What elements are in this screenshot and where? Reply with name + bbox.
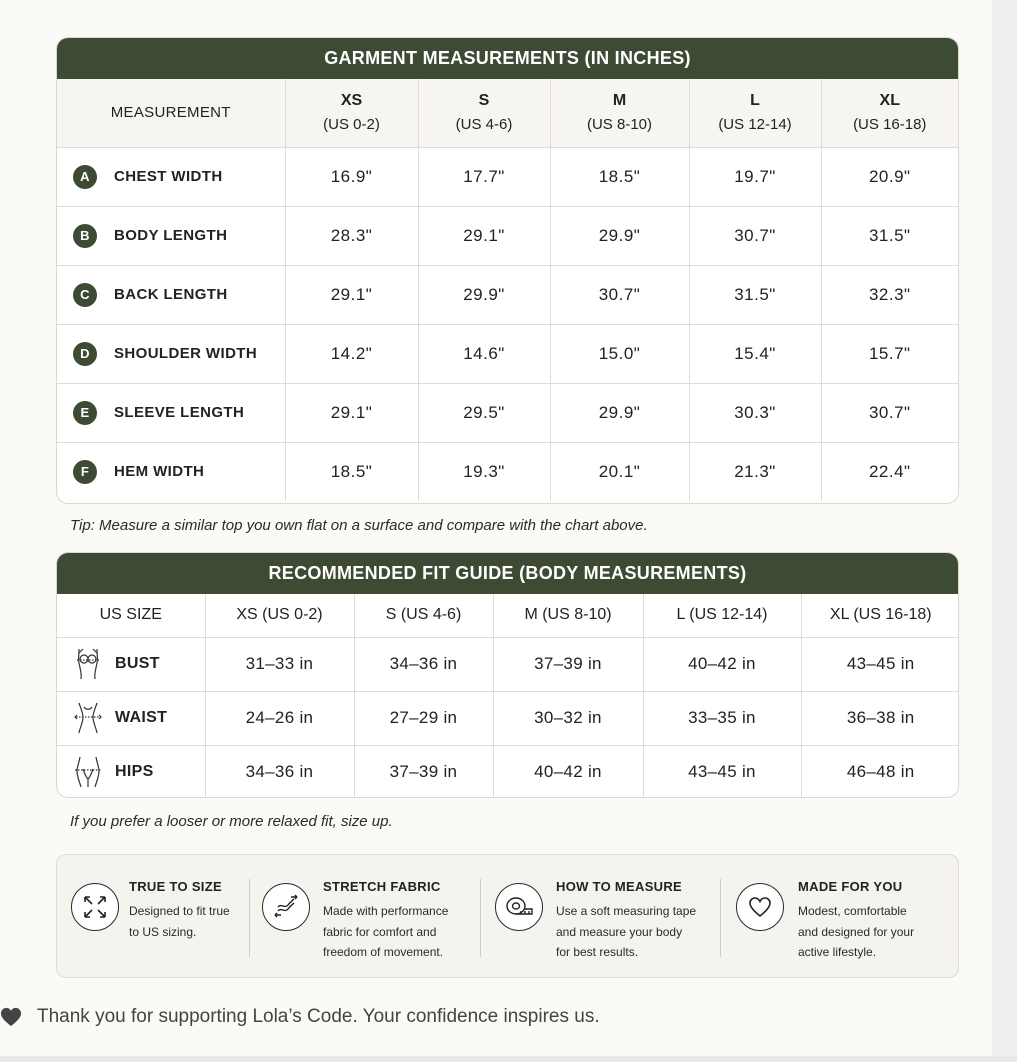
table-cell: 18.5": [550, 147, 689, 206]
table-row: [57, 637, 959, 691]
table-cell: 29.9": [550, 383, 689, 442]
row-label: D SHOULDER WIDTH: [57, 324, 285, 383]
table-row: [57, 442, 958, 501]
letter-d-icon: D: [73, 342, 97, 366]
thank-you-footer: [0, 1004, 600, 1030]
letter-a-icon: A: [73, 165, 97, 189]
garment-table-title: GARMENT MEASUREMENTS (IN INCHES): [57, 38, 958, 79]
row-label: BUST: [57, 637, 205, 691]
waist-figure-icon: [73, 701, 103, 735]
fit-size-header: M (US 8-10): [493, 594, 643, 637]
table-cell: 14.2": [285, 324, 418, 383]
measure-tip: Tip: Measure a similar top you own flat on a surface and compare with the chart above.: [70, 517, 648, 534]
table-cell: 24–26 in: [205, 691, 354, 745]
features-panel: [56, 854, 959, 978]
table-cell: 31–33 in: [205, 637, 354, 691]
row-label: E SLEEVE LENGTH: [57, 383, 285, 442]
table-row: [57, 147, 958, 206]
table-cell: 19.3": [418, 442, 550, 501]
table-cell: 36–38 in: [801, 691, 959, 745]
measurement-header: MEASUREMENT: [57, 79, 285, 147]
table-cell: 15.4": [689, 324, 821, 383]
letter-f-icon: F: [73, 460, 97, 484]
fit-size-header: XL (US 16-18): [801, 594, 959, 637]
feature-true-to-size: [71, 855, 251, 977]
feature-divider: [249, 879, 250, 957]
feature-description: Use a soft measuring tape and measure your body for best results.: [556, 904, 697, 959]
size-header-l: L (US 12-14): [689, 79, 821, 147]
size-header-xs: XS (US 0-2): [285, 79, 418, 147]
table-cell: 43–45 in: [643, 745, 801, 798]
letter-e-icon: E: [73, 401, 97, 425]
feature-made-for-you: [736, 855, 946, 977]
table-cell: 40–42 in: [493, 745, 643, 798]
fit-table-title: RECOMMENDED FIT GUIDE (BODY MEASUREMENTS): [57, 553, 958, 594]
table-cell: 22.4": [868, 461, 911, 481]
feature-description: Modest, comfortable and designed for your active lifestyle.: [798, 904, 915, 959]
table-cell: 15.0": [550, 324, 689, 383]
table-cell: 46–48 in: [846, 762, 915, 782]
arrows-expand-icon: [71, 883, 119, 931]
hips-figure-icon: [73, 755, 103, 789]
feature-description: Made with performance fabric for comfort and freedom of movement.: [323, 904, 449, 959]
feature-description: Designed to fit true to US sizing.: [129, 904, 230, 939]
feature-how-to-measure: [495, 855, 720, 977]
table-cell: 19.7": [689, 147, 821, 206]
table-cell: 30.7": [821, 383, 958, 442]
table-cell: 18.5": [285, 442, 418, 501]
table-cell: 30–32 in: [493, 691, 643, 745]
table-row: [57, 691, 959, 745]
bust-figure-icon: [73, 647, 103, 681]
row-label: C BACK LENGTH: [57, 265, 285, 324]
table-cell: 29.9": [550, 206, 689, 265]
measuring-tape-icon: [495, 883, 543, 931]
table-cell: 28.3": [285, 206, 418, 265]
table-cell: 31.5": [689, 265, 821, 324]
table-cell: 29.9": [418, 265, 550, 324]
fit-guide-table: [56, 552, 959, 798]
feature-title: MADE FOR YOU: [798, 879, 903, 894]
table-cell: 29.5": [418, 383, 550, 442]
row-label: A CHEST WIDTH: [57, 147, 285, 206]
row-label: B BODY LENGTH: [57, 206, 285, 265]
table-cell: 30.7": [689, 206, 821, 265]
heart-outline-icon: [736, 883, 784, 931]
size-header-xl: XL (US 16-18): [821, 79, 958, 147]
table-cell: 30.7": [550, 265, 689, 324]
size-up-tip: If you prefer a looser or more relaxed fit, size up.: [70, 813, 393, 830]
us-size-header: US SIZE: [57, 594, 205, 637]
feature-stretch-fabric: [262, 855, 482, 977]
table-cell: 34–36 in: [205, 745, 354, 798]
table-cell: 33–35 in: [643, 691, 801, 745]
table-cell: 32.3": [821, 265, 958, 324]
table-cell: 16.9": [285, 147, 418, 206]
table-cell: 21.3": [689, 442, 821, 501]
row-label: F HEM WIDTH: [57, 442, 285, 501]
table-cell: 31.5": [821, 206, 958, 265]
table-cell: 30.3": [689, 383, 821, 442]
size-header-m: M (US 8-10): [550, 79, 689, 147]
heart-icon: [0, 1007, 22, 1027]
table-cell: 34–36 in: [354, 637, 493, 691]
scrollbar-track: [992, 0, 1017, 1062]
feature-title: TRUE TO SIZE: [129, 879, 222, 894]
table-cell: 14.6": [418, 324, 550, 383]
feature-divider: [720, 879, 721, 957]
feature-title: HOW TO MEASURE: [556, 879, 683, 894]
table-cell: 37–39 in: [493, 637, 643, 691]
fit-header-row: [57, 594, 959, 637]
fit-size-header: S (US 4-6): [354, 594, 493, 637]
table-cell: 37–39 in: [354, 745, 493, 798]
table-cell: 29.1": [285, 265, 418, 324]
garment-header-row: [57, 79, 958, 147]
table-cell: 43–45 in: [801, 637, 959, 691]
table-row: [57, 383, 958, 442]
table-cell: 20.9": [821, 147, 958, 206]
table-cell: 29.1": [285, 383, 418, 442]
table-row: [57, 745, 959, 798]
feature-title: STRETCH FABRIC: [323, 879, 441, 894]
table-cell: 20.1": [550, 442, 689, 501]
garment-measurements-table: [56, 37, 959, 504]
letter-c-icon: C: [73, 283, 97, 307]
size-header-s: S (US 4-6): [418, 79, 550, 147]
bottom-edge: [0, 1056, 1017, 1062]
fit-size-header: XS (US 0-2): [205, 594, 354, 637]
table-row: [57, 324, 958, 383]
row-label: HIPS: [57, 745, 205, 798]
table-row: [57, 265, 958, 324]
footer-text: Thank you for supporting Lola’s Code. Your confidence inspires us.: [37, 1006, 600, 1027]
table-row: [57, 206, 958, 265]
feature-divider: [480, 879, 481, 957]
row-label: WAIST: [57, 691, 205, 745]
table-cell: 15.7": [821, 324, 958, 383]
table-cell: 27–29 in: [354, 691, 493, 745]
table-cell: 40–42 in: [643, 637, 801, 691]
table-cell: 29.1": [418, 206, 550, 265]
letter-b-icon: B: [73, 224, 97, 248]
table-cell: 17.7": [418, 147, 550, 206]
fit-size-header: L (US 12-14): [643, 594, 801, 637]
stretch-fabric-icon: [262, 883, 310, 931]
